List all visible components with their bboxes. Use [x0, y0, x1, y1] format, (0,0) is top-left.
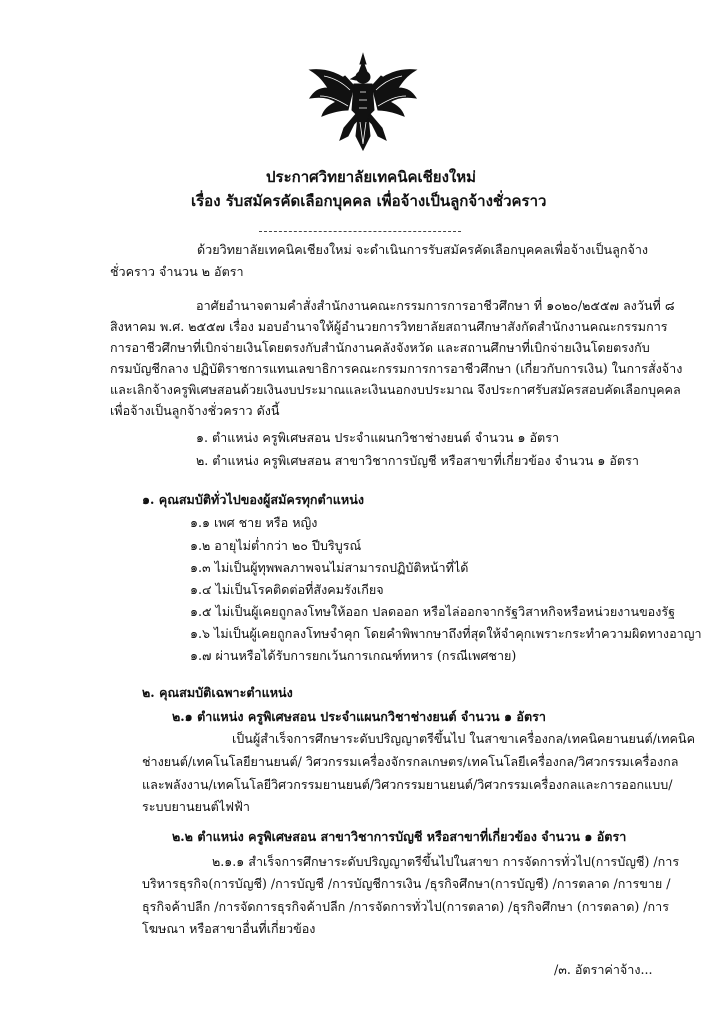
title-divider	[259, 231, 461, 232]
section-2-heading: ๒. คุณสมบัติเฉพาะตำแหน่ง	[142, 685, 293, 700]
section-2-1-line-1: เป็นผู้สำเร็จการศึกษาระดับปริญญาตรีขึ้นไป ในสาขาเครื่องกล/เทคนิคยานยนต์/เทคนิค	[232, 731, 696, 746]
authority-line-6: เพื่อจ้างเป็นลูกจ้างชั่วคราว ดังนี้	[110, 403, 280, 418]
section-2-2-line-3: ธุรกิจค้าปลีก /การจัดการธุรกิจค้าปลีก /การจัดการทั่วไป(การตลาด) /ธุรกิจศึกษา (การตลาด) /การ	[142, 899, 670, 914]
qualification-item: ๑.๖ ไม่เป็นผู้เคยถูกลงโทษจำคุก โดยคำพิพากษาถึงที่สุดให้จำคุกเพราะกระทำความผิดทางอาญา	[190, 626, 702, 641]
section-2-1-heading: ๒.๑ ตำแหน่ง ครูพิเศษสอน ประจำแผนกวิชาช่างยนต์ จำนวน ๑ อัตรา	[172, 709, 547, 724]
section-2-2-line-4: โฆษณา หรือสาขาอื่นที่เกี่ยวข้อง	[142, 921, 316, 936]
page-title: ประกาศวิทยาลัยเทคนิคเชียงใหม่	[266, 168, 477, 186]
intro-line-2: ชั่วคราว จำนวน ๒ อัตรา	[110, 264, 244, 279]
position-1: ๑. ตำแหน่ง ครูพิเศษสอน ประจำแผนกวิชาช่างยนต์ จำนวน ๑ อัตรา	[196, 430, 560, 445]
authority-line-1: อาศัยอำนาจตามคำสั่งสำนักงานคณะกรรมการการอาชีวศึกษา ที่ ๑๐๒๐/๒๕๕๗ ลงวันที่ ๘	[196, 298, 675, 313]
qualification-item: ๑.๓ ไม่เป็นผู้ทุพพลภาพจนไม่สามารถปฏิบัติหน้าที่ได้	[190, 560, 469, 575]
garuda-emblem-icon	[304, 52, 422, 152]
qualification-item: ๑.๑ เพศ ชาย หรือ หญิง	[190, 515, 318, 530]
section-1-heading: ๑. คุณสมบัติทั่วไปของผู้สมัครทุกตำแหน่ง	[142, 492, 364, 507]
authority-line-2: สิงหาคม พ.ศ. ๒๕๕๗ เรื่อง มอบอำนาจให้ผู้อำนวยการวิทยาลัยสถานศึกษาสังกัดสำนักงานคณะกรรมการ	[110, 319, 668, 334]
qualification-item: ๑.๔ ไม่เป็นโรคติดต่อที่สังคมรังเกียจ	[190, 582, 384, 597]
section-2-1-line-2: ช่างยนต์/เทคโนโลยียานยนต์/ วิศวกรรมเครื่องจักรกลเกษตร/เทคโนโลยีเครื่องกล/วิศวกรรมเครื่องกล	[142, 754, 679, 769]
position-2: ๒. ตำแหน่ง ครูพิเศษสอน สาขาวิชาการบัญชี หรือสาขาที่เกี่ยวข้อง จำนวน ๑ อัตรา	[196, 453, 639, 468]
section-2-1-line-3: และพลังงาน/เทคโนโลยีวิศวกรรมยานยนต์/วิศวกรรมยานยนต์/วิศวกรรมเครื่องกลและการออกแบบ/	[142, 777, 673, 792]
authority-line-5: และเลิกจ้างครูพิเศษสอนด้วยเงินงบประมาณและเงินนอกงบประมาณ จึงประกาศรับสมัครสอบคัดเลือกบุคคล	[110, 382, 681, 397]
section-2-2-line-1: ๒.๑.๑ สำเร็จการศึกษาระดับปริญญาตรีขึ้นไปในสาขา การจัดการทั่วไป(การบัญชี) /การ	[212, 854, 680, 869]
qualification-item: ๑.๕ ไม่เป็นผู้เคยถูกลงโทษให้ออก ปลดออก หรือไล่ออกจากรัฐวิสาหกิจหรือหน่วยงานของรัฐ	[190, 604, 676, 619]
section-2-2-heading: ๒.๒ ตำแหน่ง ครูพิเศษสอน สาขาวิชาการบัญชี หรือสาขาที่เกี่ยวข้อง จำนวน ๑ อัตรา	[172, 829, 627, 844]
authority-line-3: การอาชีวศึกษาที่เบิกจ่ายเงินโดยตรงกับสำนักงานคลังจังหวัด และสถานศึกษาที่เบิกจ่ายเงินโดยตรงกับ	[110, 340, 650, 355]
continuation-note: /๓. อัตราค่าจ้าง...	[554, 962, 653, 977]
section-2-1-line-4: ระบบยานยนต์ไฟฟ้า	[142, 799, 250, 814]
intro-line-1: ด้วยวิทยาลัยเทคนิคเชียงใหม่ จะดำเนินการรับสมัครคัดเลือกบุคคลเพื่อจ้างเป็นลูกจ้าง	[197, 242, 649, 257]
qualification-item: ๑.๗ ผ่านหรือได้รับการยกเว้นการเกณฑ์ทหาร (กรณีเพศชาย)	[190, 648, 517, 663]
page-subject: เรื่อง รับสมัครคัดเลือกบุคคล เพื่อจ้างเป็นลูกจ้างชั่วคราว	[191, 192, 547, 210]
section-2-2-line-2: บริหารธุรกิจ(การบัญชี) /การบัญชี /การบัญชีการเงิน /ธุรกิจศึกษา(การบัญชี) /การตลาด /การขาย /	[142, 876, 671, 891]
authority-line-4: กรมบัญชีกลาง ปฏิบัติราชการแทนเลขาธิการคณะกรรมการการอาชีวศึกษา (เกี่ยวกับการเงิน) ในการสั่งจ้าง	[110, 361, 683, 376]
qualification-item: ๑.๒ อายุไม่ต่ำกว่า ๒๐ ปีบริบูรณ์	[190, 538, 362, 553]
